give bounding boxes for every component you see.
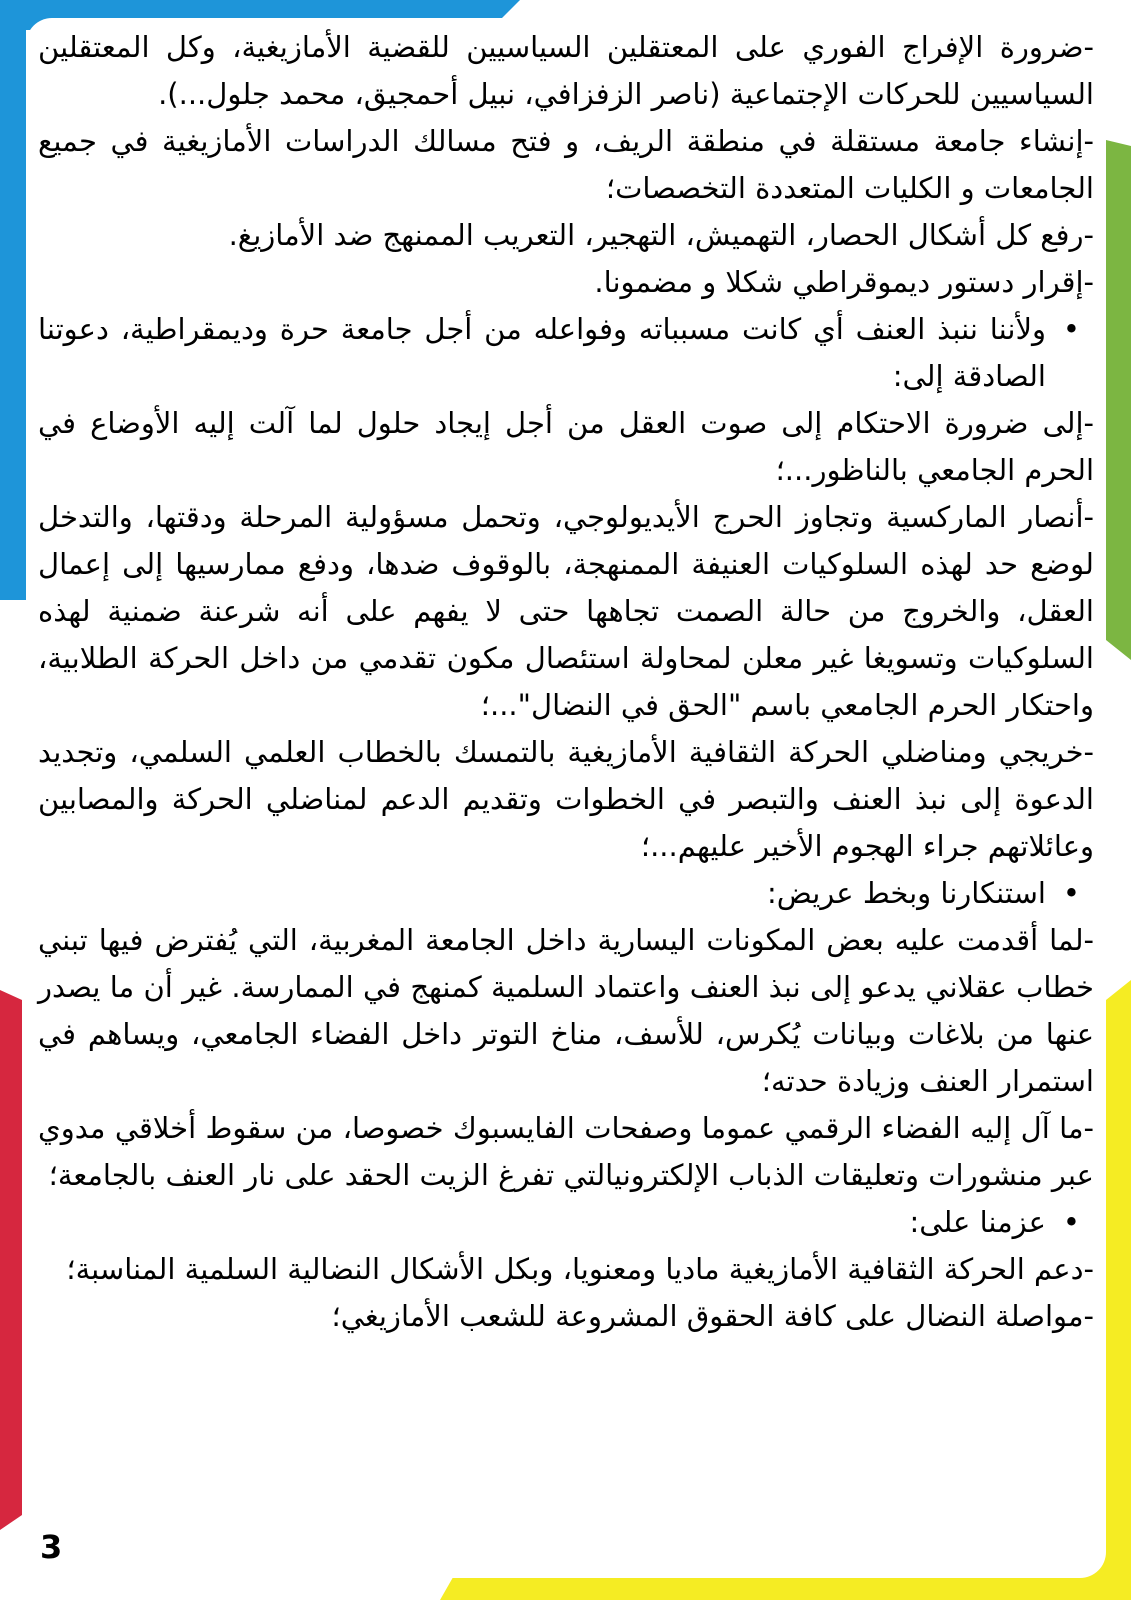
list-item: -دعم الحركة الثقافية الأمازيغية ماديا ومعنويا، وبكل الأشكال النضالية السلمية المناسبة؛ xyxy=(66,1252,1094,1286)
list-item: -إقرار دستور ديموقراطي شكلا و مضمونا. xyxy=(594,265,1094,299)
bullet-icon: • xyxy=(1062,312,1080,346)
page-sheet xyxy=(26,18,1106,1578)
list-item: -إنشاء جامعة مستقلة في منطقة الريف، و فتح مسالك الدراسات الأمازيغية في جميع الجامعات و الكليات المتعددة التخصصات؛ xyxy=(38,124,1094,205)
list-item: -لما أقدمت عليه بعض المكونات اليسارية داخل الجامعة المغربية، التي يُفترض فيها تبني خطاب عقلاني يدعو إلى نبذ العنف واعتماد السلمية كمنهج في الممارسة. غير أن ما يصدر عنها من بلاغات وبيانات يُكرس، للأسف، مناخ التوتر داخل الفضاء الجامعي، ويساهم في استمرار العنف وزيادة حدته؛ xyxy=(38,923,1094,1098)
list-item: -أنصار الماركسية وتجاوز الحرج الأيديولوجي، وتحمل مسؤولية المرحلة ودقتها، والتدخل لوضع حد لهذه السلوكيات العنيفة الممنهجة، بالوقوف ضدها، ودفع ممارسيها إلى إعمال العقل، والخروج من حالة الصمت تجاهها حتى لا يفهم على أنه شرعنة ضمنية لهذه السلوكيات وتسويغا غير معلن لمحاولة استئصال مكون تقدمي من داخل الحركة الطلابية، واحتكار الحرم الجامعي باسم "الحق في النضال"...؛ xyxy=(38,500,1094,722)
bullet-item xyxy=(38,1199,1094,1246)
bullet-text: ولأننا ننبذ العنف أي كانت مسبباته وفواعله من أجل جامعة حرة وديمقراطية، دعوتنا الصادقة إلى: xyxy=(38,312,1046,393)
bullet-icon: • xyxy=(1062,876,1080,910)
bullet-item xyxy=(38,870,1094,917)
bullet-icon: • xyxy=(1062,1205,1080,1239)
list-item: -خريجي ومناضلي الحركة الثقافية الأمازيغية بالتمسك بالخطاب العلمي السلمي، وتجديد الدعوة إلى نبذ العنف والتبصر في الخطوات وتقديم الدعم لمناضلي الحركة والمصابين وعائلاتهم جراء الهجوم الأخير عليهم...؛ xyxy=(38,735,1094,863)
list-item: -ما آل إليه الفضاء الرقمي عموما وصفحات الفايسبوك خصوصا، من سقوط أخلاقي مدوي عبر منشورات وتعليقات الذباب الإلكترونيالتي تفرغ الزيت الحقد على نار العنف بالجامعة؛ xyxy=(38,1111,1094,1192)
list-item: -مواصلة النضال على كافة الحقوق المشروعة للشعب الأمازيغي؛ xyxy=(331,1299,1094,1333)
list-item: -إلى ضرورة الاحتكام إلى صوت العقل من أجل إيجاد حلول لما آلت إليه الأوضاع في الحرم الجامعي بالناظور...؛ xyxy=(38,406,1094,487)
bullet-text: عزمنا على: xyxy=(909,1205,1046,1239)
bullet-item xyxy=(38,306,1094,400)
document-body xyxy=(38,24,1094,1340)
page-number: 3 xyxy=(40,1528,63,1566)
list-item: -ضرورة الإفراج الفوري على المعتقلين السياسيين للقضية الأمازيغية، وكل المعتقلين السياسيين للحركات الإجتماعية (ناصر الزفزافي، نبيل أحمجيق، محمد جلول...). xyxy=(38,30,1094,111)
list-item: -رفع كل أشكال الحصار، التهميش، التهجير، التعريب الممنهج ضد الأمازيغ. xyxy=(228,218,1094,252)
bullet-text: استنكارنا وبخط عريض: xyxy=(766,876,1046,910)
